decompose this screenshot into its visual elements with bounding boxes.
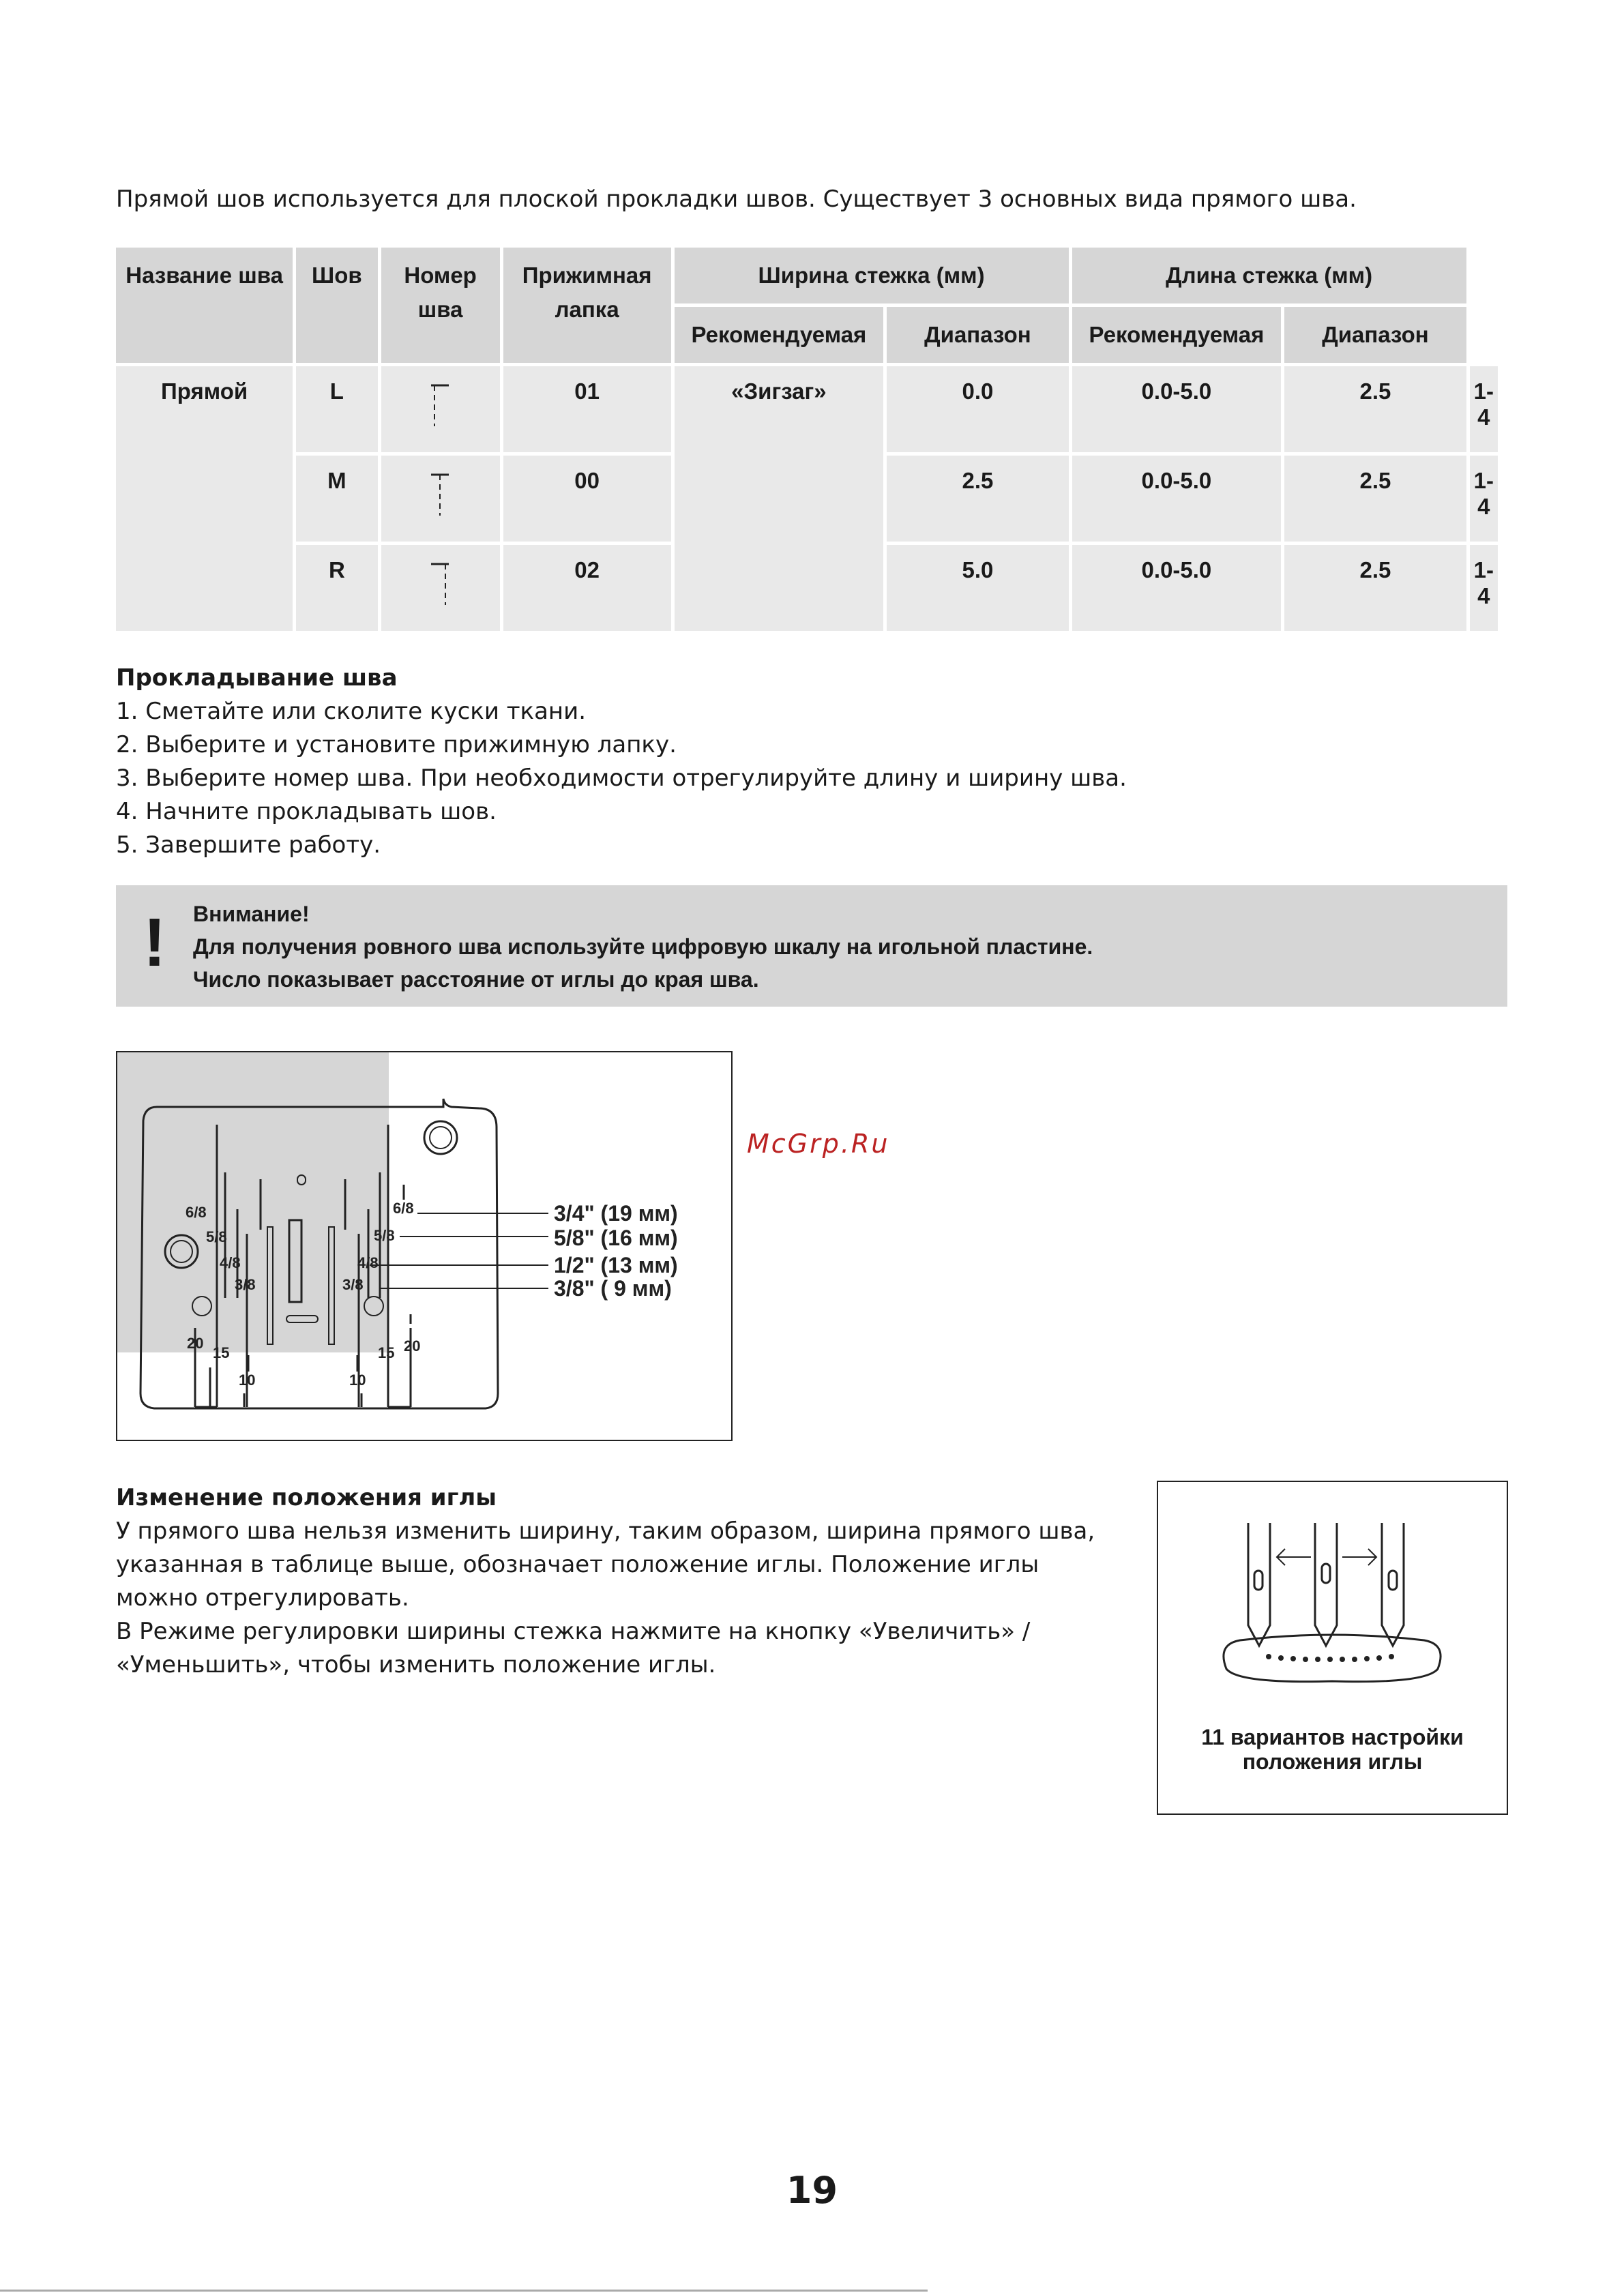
length-rec: 2.5 xyxy=(1284,545,1466,631)
plate-label: 10 xyxy=(349,1372,366,1389)
stitch-table xyxy=(113,244,1501,634)
callout-label: 3/4" (19 мм) xyxy=(554,1201,678,1226)
length-range: 1-4 xyxy=(1470,545,1498,631)
plate-label: 4/8 xyxy=(357,1254,379,1271)
needle-caption: положения иглы xyxy=(1242,1749,1423,1774)
list-item: 4. Начните прокладывать шов. xyxy=(116,798,497,825)
position: M xyxy=(296,456,377,542)
width-range: 0.0-5.0 xyxy=(1072,366,1282,452)
stitch-number: 01 xyxy=(503,366,671,452)
exclamation-icon: ! xyxy=(143,904,166,981)
warning-line: Для получения ровного шва используйте цифровую шкалу на игольной пластине. xyxy=(193,934,1093,959)
warning-title: Внимание! xyxy=(193,902,310,926)
col-width-rec: Рекомендуемая xyxy=(675,307,884,363)
list-item: 5. Завершите работу. xyxy=(116,831,381,859)
seam-title: Прокладывание шва xyxy=(116,664,398,692)
col-number: Номер шва xyxy=(381,248,500,363)
plate-label: 10 xyxy=(239,1372,256,1389)
stitch-icon xyxy=(381,366,500,452)
col-width: Ширина стежка (мм) xyxy=(675,248,1069,303)
list-item: 2. Выберите и установите прижимную лапку. xyxy=(116,731,677,758)
plate-label: 15 xyxy=(213,1344,230,1361)
plate-label: 3/8 xyxy=(342,1276,364,1293)
position: L xyxy=(296,366,377,452)
plate-label: 20 xyxy=(187,1335,204,1352)
length-range: 1-4 xyxy=(1470,366,1498,452)
watermark: McGrp.Ru xyxy=(747,1129,890,1159)
length-rec: 2.5 xyxy=(1284,366,1466,452)
length-range: 1-4 xyxy=(1470,456,1498,542)
callout-label: 1/2" (13 мм) xyxy=(554,1253,678,1277)
needle-section xyxy=(116,1481,1125,1682)
table-row xyxy=(116,366,1498,452)
position: R xyxy=(296,545,377,631)
plate-label: 4/8 xyxy=(220,1254,241,1271)
stitch-icon xyxy=(381,545,500,631)
stitch-name: Прямой xyxy=(116,366,293,631)
needle-position-figure xyxy=(1157,1481,1508,1815)
col-name: Название шва xyxy=(116,248,293,363)
needle-plate-figure xyxy=(116,1051,733,1441)
plate-label: 5/8 xyxy=(206,1228,227,1245)
warning-box xyxy=(116,885,1507,1007)
footer-divider xyxy=(0,2290,928,2292)
callout-label: 3/8" ( 9 мм) xyxy=(554,1276,672,1301)
stitch-icon xyxy=(381,456,500,542)
width-range: 0.0-5.0 xyxy=(1072,545,1282,631)
intro-text: Прямой шов используется для плоской прокладки швов. Существует 3 основных вида прямого шва. xyxy=(116,186,1357,213)
plate-label: 3/8 xyxy=(235,1276,256,1293)
col-length-range: Диапазон xyxy=(1284,307,1466,363)
width-rec: 0.0 xyxy=(887,366,1068,452)
col-stitch: Шов xyxy=(296,248,377,363)
callout-label: 5/8" (16 мм) xyxy=(554,1226,678,1250)
col-width-range: Диапазон xyxy=(887,307,1068,363)
plate-label: 5/8 xyxy=(374,1227,395,1244)
col-length-rec: Рекомендуемая xyxy=(1072,307,1282,363)
plate-label: 6/8 xyxy=(186,1204,207,1221)
needle-caption: 11 вариантов настройки xyxy=(1201,1725,1464,1749)
stitch-number: 00 xyxy=(503,456,671,542)
col-length: Длина стежка (мм) xyxy=(1072,248,1466,303)
length-rec: 2.5 xyxy=(1284,456,1466,542)
presser-foot: «Зигзаг» xyxy=(675,366,884,631)
width-rec: 5.0 xyxy=(887,545,1068,631)
list-item: 1. Сметайте или сколите куски ткани. xyxy=(116,698,587,725)
needle-paragraph: У прямого шва нельзя изменить ширину, таким образом, ширина прямого шва, указанная в таблице выше, обозначает положение иглы. Положение иглы можно отрегулировать. xyxy=(116,1517,1095,1612)
stitch-number: 02 xyxy=(503,545,671,631)
width-range: 0.0-5.0 xyxy=(1072,456,1282,542)
plate-label: 20 xyxy=(404,1337,421,1354)
width-rec: 2.5 xyxy=(887,456,1068,542)
plate-label: 15 xyxy=(378,1344,395,1361)
col-foot: Прижимная лапка xyxy=(503,248,671,363)
seam-section xyxy=(116,662,1127,862)
page-number: 19 xyxy=(786,2169,838,2212)
needle-title: Изменение положения иглы xyxy=(116,1484,497,1511)
list-item: 3. Выберите номер шва. При необходимости отрегулируйте длину и ширину шва. xyxy=(116,765,1127,792)
plate-label: 6/8 xyxy=(393,1200,414,1217)
needle-paragraph: В Режиме регулировки ширины стежка нажмите на кнопку «Увеличить» / «Уменьшить», чтобы изменить положение иглы. xyxy=(116,1618,1031,1678)
warning-line: Число показывает расстояние от иглы до края шва. xyxy=(193,967,759,992)
